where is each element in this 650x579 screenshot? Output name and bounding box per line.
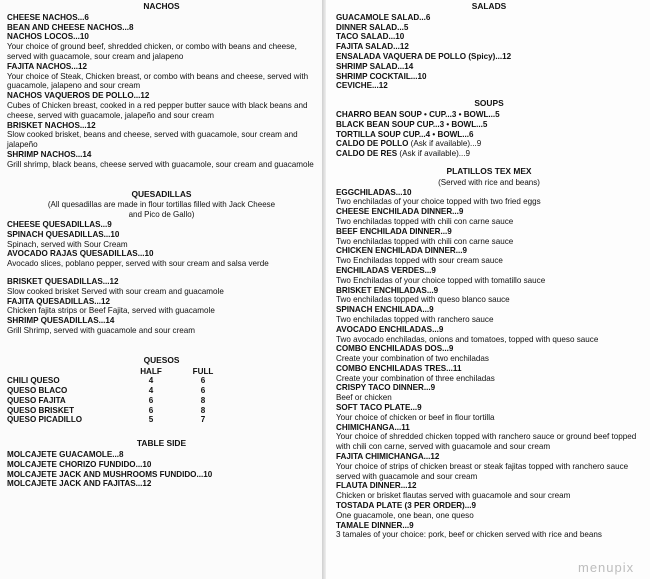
menu-item-name bbox=[336, 266, 642, 276]
menu-item bbox=[336, 120, 642, 130]
menu-item-name bbox=[7, 121, 316, 131]
menu-item-name-text: TORTILLA SOUP CUP...4 • BOWL...6 bbox=[336, 129, 474, 139]
menu-item-name bbox=[7, 230, 316, 240]
menu-item-name-text: SHRIMP QUESADILLAS...14 bbox=[7, 316, 115, 326]
menu-item-name bbox=[7, 277, 316, 287]
menu-item-name bbox=[7, 450, 316, 460]
menu-item-name-text: ENCHILADAS VERDES...9 bbox=[336, 265, 436, 275]
menu-item-name bbox=[336, 344, 642, 354]
menu-item-name-text: FLAUTA DINNER...12 bbox=[336, 481, 417, 491]
platillos-list bbox=[336, 188, 642, 541]
menu-item bbox=[336, 72, 642, 82]
menu-item bbox=[336, 110, 642, 120]
menu-page-right bbox=[326, 0, 650, 579]
menu-item-name bbox=[336, 403, 642, 413]
queso-row bbox=[7, 386, 316, 396]
menu-item bbox=[336, 383, 642, 403]
menu-item-name-text: CEVICHE...12 bbox=[336, 81, 388, 91]
menu-item-description: Two enchiladas topped with chili con carne sauce bbox=[336, 236, 514, 246]
quesos-header-row bbox=[7, 367, 316, 377]
menu-item-name-text: BEAN AND CHEESE NACHOS...8 bbox=[7, 22, 134, 32]
menu-item bbox=[336, 13, 642, 23]
menu-item bbox=[336, 286, 642, 306]
menu-item-name bbox=[336, 246, 642, 256]
menu-item-name bbox=[7, 23, 316, 33]
menu-item-name-text: COMBO ENCHILADAS TRES...11 bbox=[336, 363, 462, 373]
queso-half-price: 5 bbox=[148, 415, 154, 425]
queso-row bbox=[7, 376, 316, 386]
menu-item-description: One guacamole, one bean, one queso bbox=[336, 510, 474, 520]
menu-item-description: 3 tamales of your choice: pork, beef or chicken served with rice and beans bbox=[336, 530, 602, 540]
menu-item-name-text: BRISKET ENCHILADAS...9 bbox=[336, 285, 439, 295]
menu-item-name bbox=[336, 72, 642, 82]
menu-item-name-text: BRISKET NACHOS...12 bbox=[7, 120, 96, 130]
menu-item bbox=[336, 452, 642, 481]
menu-item-name bbox=[336, 149, 642, 159]
menu-item-name bbox=[336, 13, 642, 23]
menu-page-left bbox=[0, 0, 322, 579]
menu-item-name-text: CHEESE QUESADILLAS...9 bbox=[7, 219, 112, 229]
menu-item-name-text: CHARRO BEAN SOUP • CUP...3 • BOWL...5 bbox=[336, 109, 500, 119]
menu-item-description: Slow cooked brisket Served with sour cream and guacamole bbox=[7, 286, 224, 296]
menu-item-description: Chicken or brisket flautas served with guacamole and sour cream bbox=[336, 491, 571, 501]
menu-item bbox=[7, 91, 316, 120]
menu-item bbox=[7, 460, 316, 470]
quesos-list bbox=[7, 376, 316, 425]
left-column bbox=[7, 2, 316, 489]
menu-item-name-text: TOSTADA PLATE (3 PER ORDER)...9 bbox=[336, 501, 477, 511]
menu-item bbox=[336, 62, 642, 72]
menu-item-name-text: SHRIMP NACHOS...14 bbox=[7, 149, 92, 159]
menu-item-description: Grill Shrimp, served with guacamole and sour cream bbox=[7, 325, 196, 335]
menu-item-description: Create your combination of three enchiladas bbox=[336, 373, 495, 383]
menu-item bbox=[336, 325, 642, 345]
menu-item bbox=[7, 450, 316, 460]
watermark: menupix bbox=[578, 560, 635, 575]
menu-item-name-text: CHEESE ENCHILADA DINNER...9 bbox=[336, 207, 464, 217]
menu-item-name bbox=[7, 479, 316, 489]
menu-item-name-text: CHEESE NACHOS...6 bbox=[7, 12, 89, 22]
menu-item-name-text: MOLCAJETE JACK AND MUSHROOMS FUNDIDO...10 bbox=[7, 469, 213, 479]
menu-item bbox=[336, 42, 642, 52]
menu-item-name-text: ENSALADA VAQUERA DE POLLO (Spicy)...12 bbox=[336, 51, 512, 61]
menu-item-description: Create your combination of two enchiladas bbox=[336, 354, 489, 364]
menu-item bbox=[336, 521, 642, 541]
menu-item-name bbox=[7, 470, 316, 480]
quesadillas-heading: QUESADILLAS bbox=[131, 188, 192, 199]
menu-item bbox=[336, 403, 642, 423]
menu-item-name-text: CHICKEN ENCHILADA DINNER...9 bbox=[336, 246, 468, 256]
menu-item-name bbox=[7, 150, 316, 160]
menu-item-name-text: MOLCAJETE JACK AND FAJITAS...12 bbox=[7, 479, 152, 489]
menu-item-description: Avocado slices, poblano pepper, served with sour cream and salsa verde bbox=[7, 259, 269, 269]
menu-item-description: Two enchiladas topped with ranchero sauce bbox=[336, 314, 494, 324]
menu-item-description: Two Enchiladas of your choice topped with tomatillo sauce bbox=[336, 275, 546, 285]
menu-item bbox=[7, 470, 316, 480]
queso-full-price: 8 bbox=[200, 395, 206, 405]
menu-item bbox=[336, 481, 642, 501]
soups-list bbox=[336, 110, 642, 159]
menu-item-name-text: FAJITA QUESADILLAS...12 bbox=[7, 296, 110, 306]
menu-item-name bbox=[336, 120, 642, 130]
menu-item-description: Spinach, served with Sour Cream bbox=[7, 239, 128, 249]
menu-item-description: Your choice of ground beef, shredded chicken, or combo with beans and cheese, served with guacamole, sour cream and jalapeno bbox=[7, 42, 297, 61]
menu-item-name-text: EGGCHILADAS...10 bbox=[336, 187, 412, 197]
menu-item-description: Two enchiladas topped with queso blanco sauce bbox=[336, 295, 510, 305]
menu-item-description: Two enchiladas topped with chili con carne sauce bbox=[336, 216, 514, 226]
menu-item-description: Your choice of strips of chicken breast or steak fajitas topped with ranchero sauce served with guacamole and sour cream bbox=[336, 461, 629, 481]
menu-item bbox=[336, 344, 642, 364]
menu-item bbox=[336, 32, 642, 42]
menu-item bbox=[336, 188, 642, 208]
menu-item bbox=[336, 130, 642, 140]
nachos-heading: NACHOS bbox=[143, 1, 180, 11]
menu-item-name bbox=[336, 423, 642, 433]
menu-item-name bbox=[336, 207, 642, 217]
menu-item-name bbox=[336, 383, 642, 393]
menu-item bbox=[336, 139, 642, 149]
menu-item-name bbox=[336, 305, 642, 315]
queso-name: QUESO BLACO bbox=[7, 386, 68, 396]
queso-full-price: 6 bbox=[200, 376, 206, 386]
menu-item-description: Chicken fajita strips or Beef Fajita, served with guacamole bbox=[7, 306, 215, 316]
menu-item-name-text: FAJITA NACHOS...12 bbox=[7, 61, 88, 71]
menu-item-name bbox=[7, 316, 316, 326]
quesos-heading: QUESOS bbox=[143, 354, 180, 365]
menu-item-name bbox=[7, 32, 316, 42]
menu-item-name bbox=[336, 139, 642, 149]
salads-list bbox=[336, 13, 642, 91]
menu-item bbox=[336, 266, 642, 286]
menu-item-name bbox=[336, 364, 642, 374]
menu-item bbox=[7, 479, 316, 489]
menu-item-name bbox=[336, 42, 642, 52]
menu-item bbox=[336, 23, 642, 33]
menu-item-description: Your choice of chicken or beef in flour tortilla bbox=[336, 412, 495, 422]
queso-row bbox=[7, 415, 316, 425]
queso-name: QUESO PICADILLO bbox=[7, 415, 83, 425]
menu-item-name bbox=[336, 452, 642, 462]
tableside-heading: TABLE SIDE bbox=[136, 438, 187, 449]
menu-item-name bbox=[7, 460, 316, 470]
menu-item bbox=[336, 246, 642, 266]
quesos-half-header: HALF bbox=[140, 366, 162, 376]
menu-item bbox=[336, 149, 642, 159]
queso-half-price: 4 bbox=[148, 376, 154, 386]
menu-item-name-text: TAMALE DINNER...9 bbox=[336, 520, 414, 530]
menu-item-name bbox=[336, 501, 642, 511]
quesadillas-list bbox=[7, 220, 316, 336]
menu-item-description: Two Enchiladas topped with sour cream sauce bbox=[336, 256, 503, 266]
menu-item bbox=[336, 81, 642, 91]
right-column bbox=[336, 2, 642, 540]
platillos-note: (Served with rice and beans) bbox=[438, 177, 540, 187]
nachos-list bbox=[7, 13, 316, 170]
platillos-heading: PLATILLOS TEX MEX bbox=[446, 165, 532, 176]
menu-item bbox=[7, 121, 316, 150]
queso-full-price: 7 bbox=[200, 415, 206, 425]
menu-item-name bbox=[7, 13, 316, 23]
menu-item-name-text: SOFT TACO PLATE...9 bbox=[336, 403, 422, 413]
menu-item-name-text: MOLCAJETE CHORIZO FUNDIDO...10 bbox=[7, 459, 152, 469]
menu-item-description: Grill shrimp, black beans, cheese served with guacamole, sour cream and guacamole bbox=[7, 159, 314, 169]
menu-item-name-text: DINNER SALAD...5 bbox=[336, 22, 409, 32]
queso-name: QUESO BRISKET bbox=[7, 405, 75, 415]
menu-item-name-text: CHIMICHANGA...11 bbox=[336, 422, 410, 432]
queso-name: CHILI QUESO bbox=[7, 376, 60, 386]
queso-half-price: 6 bbox=[148, 405, 154, 415]
menu-item bbox=[7, 230, 316, 250]
menu-item-extra: (Ask if available)...9 bbox=[397, 149, 471, 159]
menu-item bbox=[7, 23, 316, 33]
menu-item-name bbox=[336, 130, 642, 140]
menu-item-name bbox=[7, 297, 316, 307]
menu-item-name bbox=[336, 286, 642, 296]
menu-item-name bbox=[336, 23, 642, 33]
queso-half-price: 4 bbox=[148, 386, 154, 396]
menu-item bbox=[7, 32, 316, 61]
menu-item bbox=[7, 13, 316, 23]
menu-item-name-text: SHRIMP SALAD...14 bbox=[336, 61, 414, 71]
menu-item-name-text: NACHOS LOCOS...10 bbox=[7, 32, 89, 42]
queso-name: QUESO FAJITA bbox=[7, 395, 66, 405]
menu-item-name-text: FAJITA CHIMICHANGA...12 bbox=[336, 452, 440, 462]
menu-item bbox=[336, 305, 642, 325]
menu-item-name-text: SPINACH QUESADILLAS...10 bbox=[7, 229, 120, 239]
menu-item-name bbox=[336, 62, 642, 72]
menu-item bbox=[7, 220, 316, 230]
menu-item-name-text: SPINACH ENCHILADA...9 bbox=[336, 305, 434, 315]
tableside-list bbox=[7, 450, 316, 489]
menu-item-extra: (Ask if available)...9 bbox=[408, 139, 482, 149]
quesos-full-header: FULL bbox=[192, 366, 214, 376]
menu-item-name bbox=[336, 110, 642, 120]
menu-item-description: Cubes of Chicken breast, cooked in a red pepper butter sauce with black beans and cheese, served with guacamole, jalapeño and sour cream bbox=[7, 100, 308, 120]
menu-item bbox=[7, 316, 316, 336]
menu-item bbox=[336, 207, 642, 227]
menu-item-name-text: TACO SALAD...10 bbox=[336, 32, 405, 42]
menu-item-name-text: GUACAMOLE SALAD...6 bbox=[336, 12, 431, 22]
menu-item-name-text: BEEF ENCHILADA DINNER...9 bbox=[336, 226, 452, 236]
quesadillas-note: (All quesadillas are made in flour tortillas filled with Jack Cheese and Pico de Gallo) bbox=[47, 200, 276, 220]
menu-item-name-text: FAJITA SALAD...12 bbox=[336, 42, 409, 52]
menu-item bbox=[336, 364, 642, 384]
menu-item-description: Your choice of shredded chicken topped with ranchero sauce or ground beef topped with chili con carne, served with guacamole and sour cream bbox=[336, 432, 637, 452]
menu-item-name-text: BLACK BEAN SOUP CUP...3 • BOWL...5 bbox=[336, 119, 488, 129]
menu-item-name bbox=[336, 481, 642, 491]
menu-item-name-text: NACHOS VAQUEROS DE POLLO...12 bbox=[7, 91, 150, 101]
menu-item-name-text: AVOCADO RAJAS QUESADILLAS...10 bbox=[7, 249, 154, 259]
menu-item-description: Slow cooked brisket, beans and cheese, served with guacamole, sour cream and jalapeño bbox=[7, 130, 298, 150]
menu-item-description: Your choice of Steak, Chicken breast, or combo with beans and cheese, served with guacamole, jalapeno and sour cream bbox=[7, 71, 309, 91]
menu-item bbox=[336, 501, 642, 521]
menu-item bbox=[7, 249, 316, 269]
menu-item bbox=[336, 227, 642, 247]
menu-item bbox=[336, 423, 642, 452]
menu-item-description: Beef or chicken bbox=[336, 393, 392, 403]
menu-item-name bbox=[336, 325, 642, 335]
menu-item-name-text: SHRIMP COCKTAIL...10 bbox=[336, 71, 427, 81]
menu-item-name-text: CALDO DE RES bbox=[336, 149, 398, 159]
menu-item-name-text: CRISPY TACO DINNER...9 bbox=[336, 383, 436, 393]
menu-item bbox=[7, 297, 316, 317]
menu-item-name bbox=[7, 249, 316, 259]
menu-item bbox=[7, 150, 316, 170]
salads-heading: SALADS bbox=[471, 1, 507, 11]
menu-item-name bbox=[336, 81, 642, 91]
queso-full-price: 8 bbox=[200, 405, 206, 415]
queso-row bbox=[7, 396, 316, 406]
queso-full-price: 6 bbox=[200, 386, 206, 396]
queso-row bbox=[7, 406, 316, 416]
menu-item-description: Two enchiladas of your choice topped with two fried eggs bbox=[336, 197, 541, 207]
menu-item-name bbox=[7, 91, 316, 101]
queso-half-price: 6 bbox=[148, 395, 154, 405]
menu-item-name bbox=[336, 188, 642, 198]
menu-item-name bbox=[7, 62, 316, 72]
menu-item-description: Two avocado enchiladas, onions and tomatoes, topped with queso sauce bbox=[336, 334, 599, 344]
menu-item bbox=[7, 62, 316, 91]
menu-item-name-text: MOLCAJETE GUACAMOLE...8 bbox=[7, 450, 124, 460]
menu-item-name bbox=[336, 52, 642, 62]
menu-item-name-text: COMBO ENCHILADAS DOS...9 bbox=[336, 344, 454, 354]
menu-item-name-text: BRISKET QUESADILLAS...12 bbox=[7, 276, 119, 286]
soups-heading: SOUPS bbox=[474, 98, 504, 109]
menu-item-name bbox=[336, 32, 642, 42]
menu-item-name-text: CALDO DE POLLO bbox=[336, 139, 409, 149]
menu-item-name bbox=[336, 227, 642, 237]
menu-item bbox=[7, 277, 316, 297]
menu-item-name bbox=[7, 220, 316, 230]
menu-item-name bbox=[336, 521, 642, 531]
menu-item bbox=[336, 52, 642, 62]
menu-item-name-text: AVOCADO ENCHILADAS...9 bbox=[336, 324, 444, 334]
